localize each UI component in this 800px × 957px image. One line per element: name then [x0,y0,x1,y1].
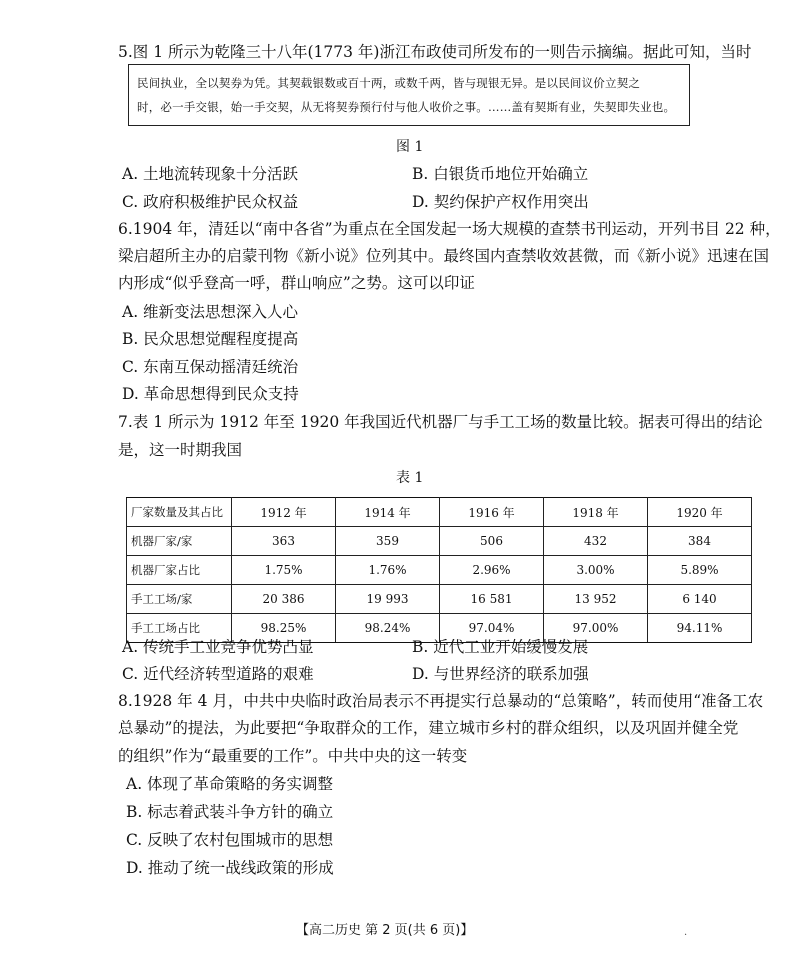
table-header-cell: 1916 年 [440,498,544,527]
q5-quote-line-1: 民间执业，全以契券为凭。其契载银数或百十两，或数千两，皆与现银无异。是以民间议价立契之 [137,76,641,90]
q7-option-d: D. 与世界经济的联系加强 [412,665,589,683]
table-cell: 3.00% [544,556,648,585]
table-cell: 6 140 [648,585,752,614]
table-header-cell: 厂家数量及其占比 [127,498,232,527]
table-row [127,585,752,614]
table-cell: 1.76% [336,556,440,585]
table-row-label: 机器厂家/家 [127,527,232,556]
table-cell: 1.75% [232,556,336,585]
q5-quote-box [128,64,690,126]
q6-stem-line-3: 内形成“似乎登高一呼，群山响应”之势。这可以印证 [118,274,475,292]
table-cell: 363 [232,527,336,556]
table-cell: 432 [544,527,648,556]
table-row [127,556,752,585]
page-footer: 【高二历史 第 2 页(共 6 页)】 [296,923,474,938]
q6-option-c: C. 东南互保动摇清廷统治 [122,358,299,376]
table-row-label: 手工工场/家 [127,585,232,614]
table-cell: 384 [648,527,752,556]
table-header-cell: 1912 年 [232,498,336,527]
table-cell: 94.11% [648,614,752,643]
q5-figure-caption: 图 1 [396,139,424,155]
table-cell: 2.96% [440,556,544,585]
q8-option-c: C. 反映了农村包围城市的思想 [126,831,334,849]
q6-option-b: B. 民众思想觉醒程度提高 [122,330,299,348]
table-cell: 16 581 [440,585,544,614]
q8-option-a: A. 体现了革命策略的务实调整 [126,775,334,793]
table-header-cell: 1914 年 [336,498,440,527]
q6-stem-line-2: 梁启超所主办的启蒙刊物《新小说》位列其中。最终国内查禁收效甚微，而《新小说》迅速在国 [118,247,770,265]
table-cell: 5.89% [648,556,752,585]
table-cell: 19 993 [336,585,440,614]
q5-stem-line-1: 5.图 1 所示为乾隆三十八年(1773 年)浙江布政使司所发布的一则告示摘编。据此可知，当时 [118,43,752,61]
factory-comparison-table [126,497,752,643]
q5-quote-line-2: 时，必一手交银，始一手交契，从无将契券预行付与他人收价之事。……盖有契斯有业，失契即失业也。 [137,100,676,114]
table-cell: 98.25% [232,614,336,643]
table-row [127,527,752,556]
q6-option-a: A. 维新变法思想深入人心 [122,303,299,321]
table-cell: 13 952 [544,585,648,614]
q5-option-c: C. 政府积极维护民众权益 [122,193,299,211]
table-cell: 98.24% [336,614,440,643]
q8-stem-line-1: 8.1928 年 4 月，中共中央临时政治局表示不再提实行总暴动的“总策略”，转而使用“准备工农 [118,692,764,710]
q7-stem-line-2: 是，这一时期我国 [118,441,243,459]
q8-option-d: D. 推动了统一战线政策的形成 [126,859,334,877]
q8-option-b: B. 标志着武装斗争方针的确立 [126,803,334,821]
table-header-row [127,498,752,527]
table-header-cell: 1918 年 [544,498,648,527]
table-cell: 506 [440,527,544,556]
q8-stem-line-2: 总暴动”的提法，为此要把“争取群众的工作，建立城市乡村的群众组织，以及巩固并健全党 [118,719,739,737]
table-header-cell: 1920 年 [648,498,752,527]
q6-stem-line-1: 6.1904 年，清廷以“南中各省”为重点在全国发起一场大规模的查禁书刊运动，开列书目 22 种， [118,220,781,238]
q8-stem-line-3: 的组织”作为“最重要的工作”。中共中央的这一转变 [118,747,468,765]
table-row-label: 手工工场占比 [127,614,232,643]
q7-option-b: B. 近代工业开始缓慢发展 [412,638,589,656]
q5-option-d: D. 契约保护产权作用突出 [412,193,589,211]
corner-mark: · [684,930,688,941]
table-cell: 97.04% [440,614,544,643]
q7-stem-line-1: 7.表 1 所示为 1912 年至 1920 年我国近代机器厂与手工工场的数量比较。据表可得出的结论 [118,413,763,431]
table-cell: 359 [336,527,440,556]
q7-option-a: A. 传统手工业竞争优势凸显 [122,638,314,656]
q5-option-b: B. 白银货币地位开始确立 [412,165,589,183]
q5-option-a: A. 土地流转现象十分活跃 [122,165,299,183]
q7-option-c: C. 近代经济转型道路的艰难 [122,665,314,683]
q7-table-caption: 表 1 [396,470,424,486]
q6-option-d: D. 革命思想得到民众支持 [122,385,299,403]
table-row-label: 机器厂家占比 [127,556,232,585]
table-cell: 97.00% [544,614,648,643]
table-cell: 20 386 [232,585,336,614]
